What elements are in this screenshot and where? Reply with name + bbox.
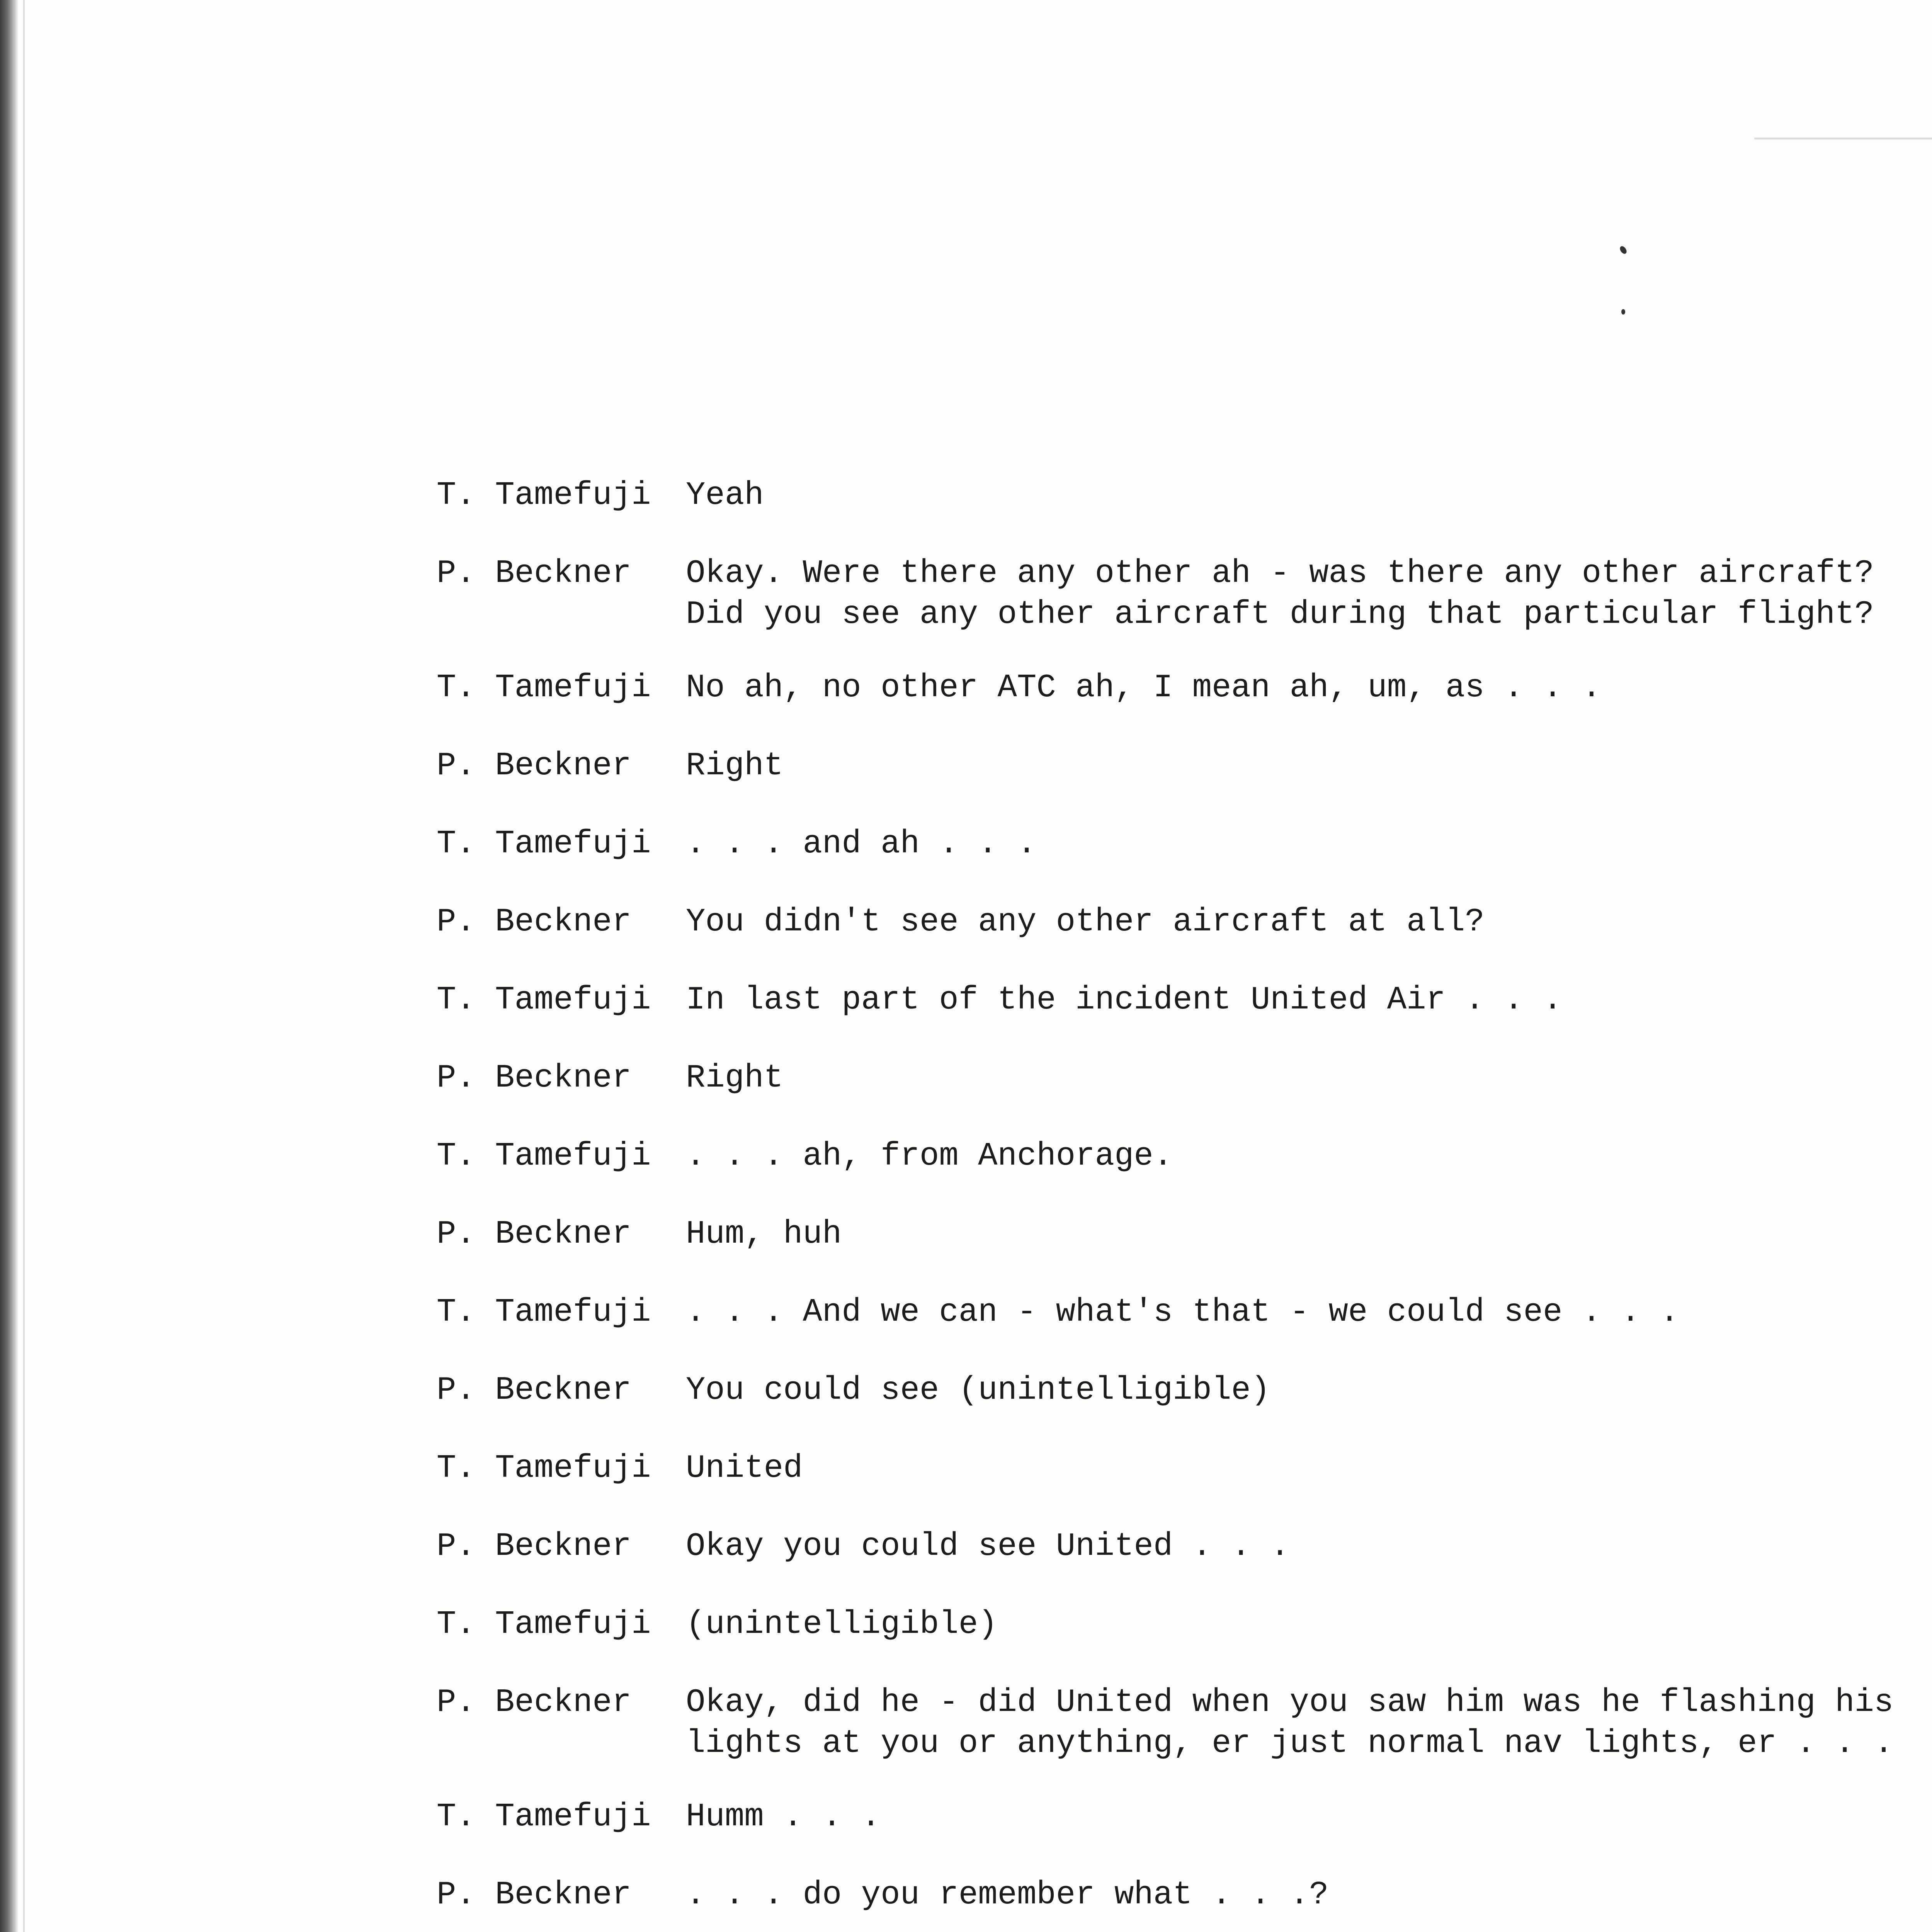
speaker-name: T. Tamefuji xyxy=(437,1138,651,1175)
transcript-entry xyxy=(437,1058,1932,1136)
scan-speck xyxy=(1621,309,1625,315)
speaker-name: P. Beckner xyxy=(437,1528,632,1565)
transcript-entry xyxy=(437,553,1932,668)
speaker-name: P. Beckner xyxy=(437,1372,632,1409)
transcript-entry xyxy=(437,475,1932,553)
scan-edge-line xyxy=(23,0,25,1932)
speaker-name: T. Tamefuji xyxy=(437,1606,651,1643)
speaker-name: P. Beckner xyxy=(437,1877,632,1913)
spoken-text: . . . do you remember what . . .? xyxy=(686,1877,1329,1913)
transcript-entry xyxy=(437,824,1932,902)
transcript-entry xyxy=(437,1875,1932,1932)
transcript-entry xyxy=(437,1682,1932,1797)
transcript-entry xyxy=(437,1370,1932,1448)
spoken-text: Okay you could see United . . . xyxy=(686,1528,1290,1565)
transcript-entry xyxy=(437,1214,1932,1292)
transcript-entry xyxy=(437,1448,1932,1526)
speaker-name: P. Beckner xyxy=(437,904,632,940)
spoken-text: Yeah xyxy=(686,477,764,514)
transcript-entry xyxy=(437,1797,1932,1875)
spoken-text: You could see (unintelligible) xyxy=(686,1372,1270,1409)
spoken-text: . . . and ah . . . xyxy=(686,826,1037,862)
spoken-text: Humm . . . xyxy=(686,1799,881,1835)
spoken-text: . . . And we can - what's that - we could see . . . xyxy=(686,1294,1679,1331)
speaker-name: T. Tamefuji xyxy=(437,826,651,862)
speaker-name: T. Tamefuji xyxy=(437,1294,651,1331)
scan-speck xyxy=(1619,245,1628,255)
spoken-text: . . . ah, from Anchorage. xyxy=(686,1138,1173,1175)
speaker-name: P. Beckner xyxy=(437,1060,632,1097)
spoken-text: (unintelligible) xyxy=(686,1606,998,1643)
speaker-name: P. Beckner xyxy=(437,1216,632,1253)
speaker-name: P. Beckner xyxy=(437,1684,632,1721)
speaker-name: T. Tamefuji xyxy=(437,982,651,1019)
transcript-entry xyxy=(437,1526,1932,1604)
transcript-entry xyxy=(437,1292,1932,1370)
transcript-entry xyxy=(437,902,1932,980)
speaker-name: P. Beckner xyxy=(437,748,632,784)
speaker-name: T. Tamefuji xyxy=(437,1799,651,1835)
spoken-text: You didn't see any other aircraft at all? xyxy=(686,904,1485,940)
transcript xyxy=(437,475,1932,1932)
transcript-entry xyxy=(437,746,1932,824)
speaker-name: T. Tamefuji xyxy=(437,477,651,514)
speaker-name: T. Tamefuji xyxy=(437,670,651,706)
spoken-text: Right xyxy=(686,1060,784,1097)
transcript-entry xyxy=(437,1136,1932,1214)
spoken-text: No ah, no other ATC ah, I mean ah, um, as . . . xyxy=(686,670,1602,706)
speaker-name: P. Beckner xyxy=(437,555,632,592)
transcript-entry xyxy=(437,668,1932,746)
spoken-text: Okay, did he - did United when you saw him was he flashing his lights at you or anything, er just normal nav lights, er . . . xyxy=(686,1684,1894,1762)
spoken-text: Hum, huh xyxy=(686,1216,842,1253)
top-right-rule xyxy=(1754,138,1932,139)
spoken-text: Okay. Were there any other ah - was there any other aircraft? Did you see any other aircraft during that particular flight? xyxy=(686,555,1874,633)
speaker-name: T. Tamefuji xyxy=(437,1450,651,1487)
transcript-entry xyxy=(437,1604,1932,1682)
scan-edge-shadow xyxy=(0,0,19,1932)
transcript-entry xyxy=(437,980,1932,1058)
spoken-text: In last part of the incident United Air . . . xyxy=(686,982,1563,1019)
spoken-text: United xyxy=(686,1450,803,1487)
spoken-text: Right xyxy=(686,748,784,784)
